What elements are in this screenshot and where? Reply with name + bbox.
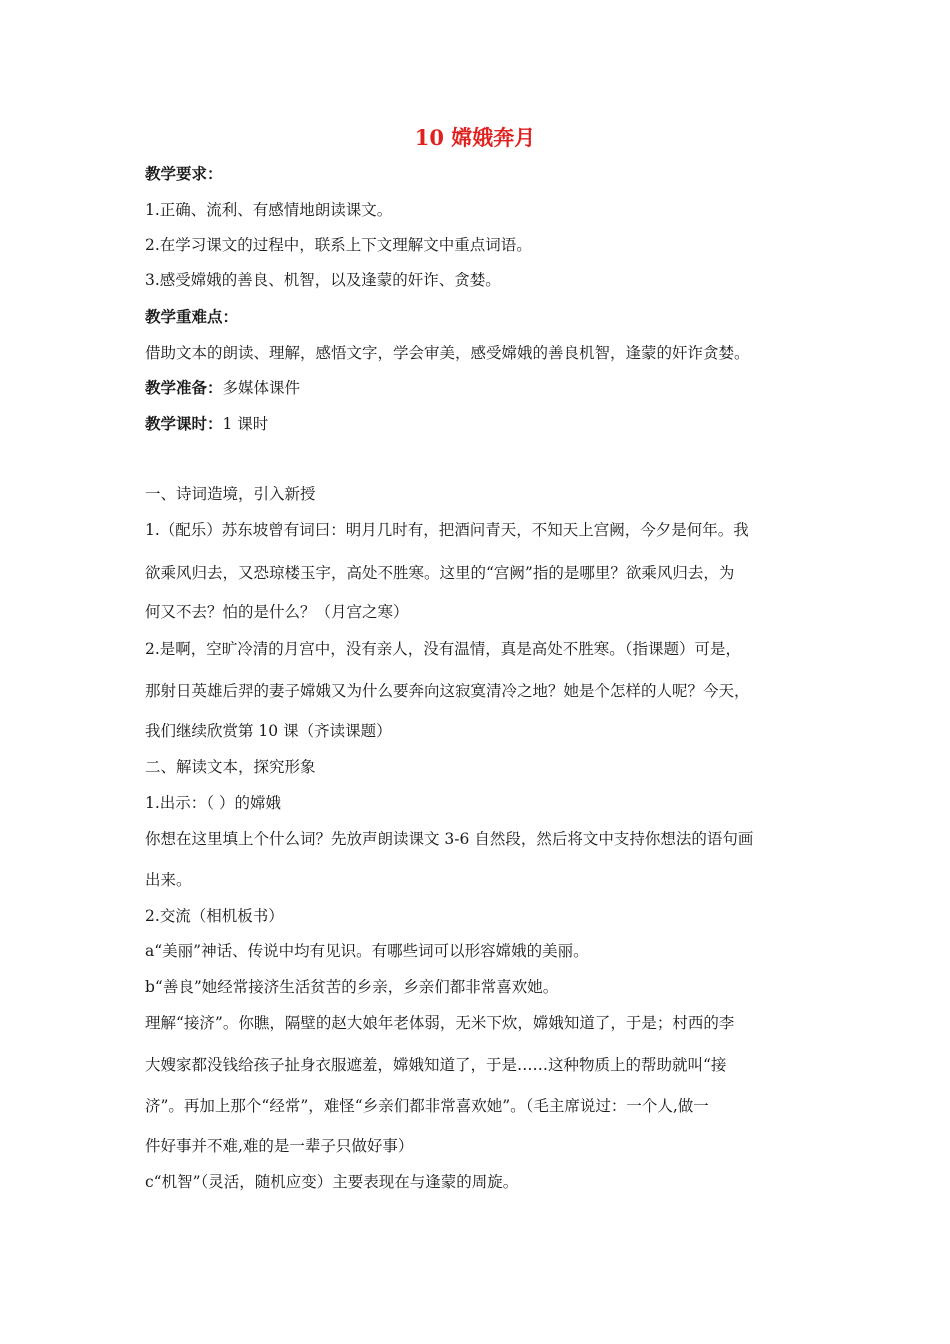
requirement-item: 3.感受嫦娥的善良、机智，以及逢蒙的奸诈、贪婪。 <box>145 271 501 289</box>
body-line: 大嫂家都没钱给孩子扯身衣服遮羞，嫦娥知道了，于是……这种物质上的帮助就叫“接 <box>145 1056 727 1074</box>
lesson-title: 10 嫦娥奔月 <box>414 125 536 150</box>
requirement-item: 2.在学习课文的过程中，联系上下文理解文中重点词语。 <box>145 236 532 254</box>
body-line: 欲乘风归去，又恐琼楼玉宇，高处不胜寒。这里的“宫阙”指的是哪里？欲乘风归去，为 <box>145 564 735 582</box>
preparation-value: 多媒体课件 <box>222 379 301 397</box>
hours-line <box>145 413 815 435</box>
key-points-heading: 教学重难点： <box>145 307 239 326</box>
body-line: 出来。 <box>145 871 192 889</box>
body-line: 济”。再加上那个“经常”，难怪“乡亲们都非常喜欢她”。（毛主席说过：一个人,做一 <box>145 1097 709 1115</box>
hours-label: 教学课时： <box>145 414 223 433</box>
body-line: 那射日英雄后羿的妻子嫦娥又为什么要奔向这寂寞清冷之地？她是个怎样的人呢？今天， <box>145 682 750 700</box>
body-line: 件好事并不难,难的是一辈子只做好事） <box>145 1137 414 1155</box>
body-line: 1.（配乐）苏东坡曾有词曰：明月几时有，把酒问青天，不知天上宫阙，今夕是何年。我 <box>145 521 749 539</box>
preparation-line <box>145 377 815 399</box>
body-line: 何又不去？怕的是什么？（月宫之寒） <box>145 603 409 621</box>
section-heading: 二、解读文本，探究形象 <box>145 758 316 776</box>
requirement-item: 1.正确、流利、有感情地朗读课文。 <box>145 201 393 219</box>
body-line: 2.交流（相机板书） <box>145 907 284 925</box>
body-line: 你想在这里填上个什么词？先放声朗读课文 3-6 自然段，然后将文中支持你想法的语句画 <box>145 830 754 848</box>
body-line: c“机智”（灵活，随机应变）主要表现在与逢蒙的周旋。 <box>145 1173 519 1191</box>
key-points-text: 借助文本的朗读、理解，感悟文字，学会审美，感受嫦娥的善良机智，逢蒙的奸诈贪婪。 <box>145 344 750 362</box>
body-line: 2.是啊，空旷冷清的月宫中，没有亲人，没有温情，真是高处不胜寒。（指课题）可是， <box>145 640 742 658</box>
section-heading: 一、诗词造境，引入新授 <box>145 485 316 503</box>
hours-value: 1 课时 <box>222 415 269 433</box>
preparation-label: 教学准备： <box>145 378 223 397</box>
body-line: a“美丽”神话、传说中均有见识。有哪些词可以形容嫦娥的美丽。 <box>145 942 589 960</box>
body-line: 理解“接济”。你瞧，隔壁的赵大娘年老体弱，无米下炊，嫦娥知道了，于是；村西的李 <box>145 1014 735 1032</box>
requirements-heading: 教学要求： <box>145 164 223 183</box>
body-line: 我们继续欣赏第 10 课（齐读课题） <box>145 722 392 740</box>
body-line: b“善良”她经常接济生活贫苦的乡亲，乡亲们都非常喜欢她。 <box>145 978 559 996</box>
body-line: 1.出示：（ ）的嫦娥 <box>145 794 281 812</box>
